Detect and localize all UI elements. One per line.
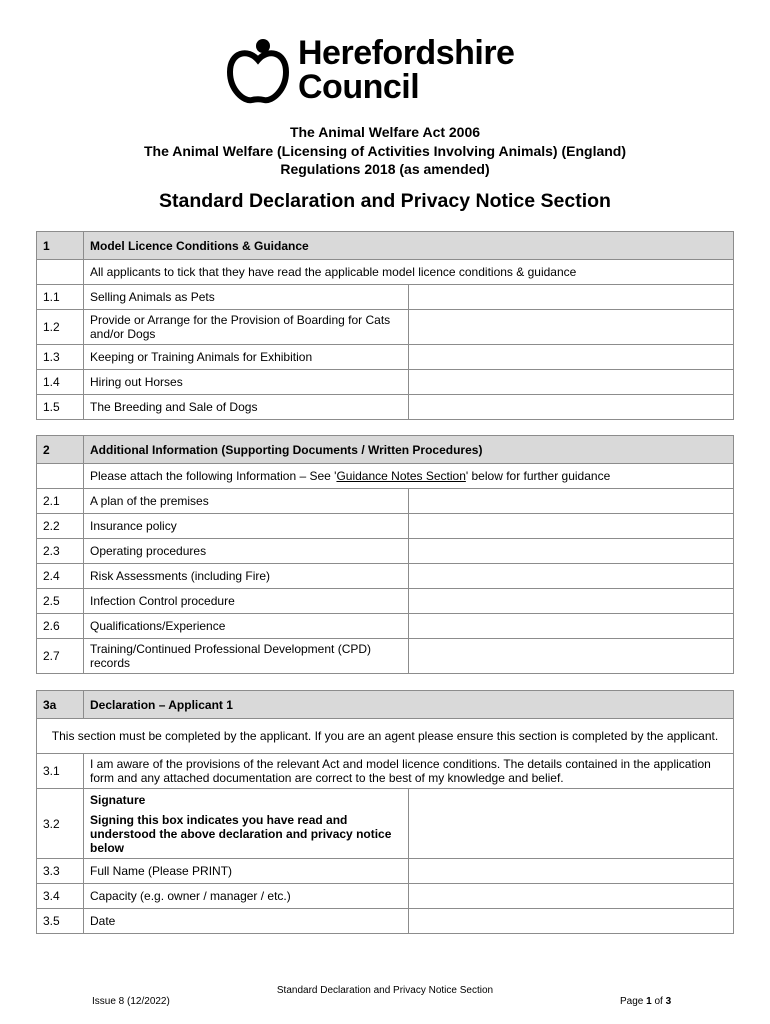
section-3a-table	[36, 690, 734, 934]
row-label: The Breeding and Sale of Dogs	[84, 395, 409, 420]
section-intro: Please attach the following Information – See 'Guidance Notes Section' below for further guidance	[84, 464, 734, 489]
signature-title: Signature	[90, 793, 146, 807]
footer-title: Standard Declaration and Privacy Notice Section	[276, 985, 494, 996]
tick-cell[interactable]	[409, 395, 734, 420]
table-row	[37, 310, 734, 345]
table-row	[37, 285, 734, 310]
section-intro: All applicants to tick that they have read the applicable model licence conditions & guidance	[84, 260, 734, 285]
date-field[interactable]	[409, 909, 734, 934]
row-number: 2.1	[37, 489, 84, 514]
footer-page: Page 1 of 3	[620, 996, 672, 1007]
section-heading: Declaration – Applicant 1	[84, 691, 734, 719]
row-label: Date	[84, 909, 409, 934]
tick-cell[interactable]	[409, 514, 734, 539]
row-number: 3.5	[37, 909, 84, 934]
tick-cell[interactable]	[409, 539, 734, 564]
row-label: Infection Control procedure	[84, 589, 409, 614]
row-label: Full Name (Please PRINT)	[84, 859, 409, 884]
row-number: 1.5	[37, 395, 84, 420]
signature-label	[84, 789, 409, 859]
intro-row	[37, 464, 734, 489]
act-title: The Animal Welfare Act 2006	[289, 124, 481, 140]
row-label: Qualifications/Experience	[84, 614, 409, 639]
row-number: 2.4	[37, 564, 84, 589]
row-number: 1.2	[37, 310, 84, 345]
section-2-table	[36, 435, 734, 674]
row-label: Hiring out Horses	[84, 370, 409, 395]
section-heading: Model Licence Conditions & Guidance	[84, 232, 734, 260]
row-label: Provide or Arrange for the Provision of Boarding for Cats and/or Dogs	[84, 310, 409, 345]
row-number: 2.2	[37, 514, 84, 539]
row-label: Training/Continued Professional Development (CPD) records	[84, 639, 409, 674]
row-label: Keeping or Training Animals for Exhibition	[84, 345, 409, 370]
row-number: 3.4	[37, 884, 84, 909]
table-row	[37, 514, 734, 539]
signature-note: Signing this box indicates you have read and understood the above declaration and privacy notice below	[90, 813, 392, 855]
section-header-row	[37, 436, 734, 464]
guidance-notes-link[interactable]: Guidance Notes Section	[336, 469, 466, 483]
signature-field[interactable]	[409, 789, 734, 859]
table-row	[37, 614, 734, 639]
table-row	[37, 370, 734, 395]
row-number: 2.3	[37, 539, 84, 564]
logo-line-2: Council	[298, 68, 420, 106]
tick-cell[interactable]	[409, 614, 734, 639]
table-row	[37, 564, 734, 589]
tick-cell[interactable]	[409, 285, 734, 310]
footer-issue: Issue 8 (12/2022)	[92, 996, 170, 1007]
row-number: 2.5	[37, 589, 84, 614]
table-row	[37, 859, 734, 884]
row-label: Risk Assessments (including Fire)	[84, 564, 409, 589]
tick-cell[interactable]	[409, 310, 734, 345]
tick-cell[interactable]	[409, 345, 734, 370]
apple-icon	[226, 38, 290, 106]
row-label: Operating procedures	[84, 539, 409, 564]
section-heading: Additional Information (Supporting Documents / Written Procedures)	[84, 436, 734, 464]
page-title: Standard Declaration and Privacy Notice Section	[159, 190, 611, 212]
section-number: 3a	[37, 691, 84, 719]
row-label: A plan of the premises	[84, 489, 409, 514]
row-number: 1.3	[37, 345, 84, 370]
regulations-line-1: The Animal Welfare (Licensing of Activities Involving Animals) (England)	[143, 143, 627, 159]
row-number: 1.1	[37, 285, 84, 310]
tick-cell[interactable]	[409, 370, 734, 395]
tick-cell[interactable]	[409, 639, 734, 674]
logo-line-1: Herefordshire	[298, 34, 515, 72]
tick-cell[interactable]	[409, 564, 734, 589]
table-row	[37, 639, 734, 674]
declaration-text: I am aware of the provisions of the relevant Act and model licence conditions. The details contained in the application form and any attached documentation are correct to the best of my knowledge and belief.	[84, 754, 734, 789]
row-label: Insurance policy	[84, 514, 409, 539]
section-header-row	[37, 691, 734, 719]
capacity-field[interactable]	[409, 884, 734, 909]
row-label: Capacity (e.g. owner / manager / etc.)	[84, 884, 409, 909]
table-row	[37, 345, 734, 370]
declaration-row	[37, 754, 734, 789]
tick-cell[interactable]	[409, 589, 734, 614]
full-name-field[interactable]	[409, 859, 734, 884]
table-row	[37, 884, 734, 909]
row-number: 1.4	[37, 370, 84, 395]
section-number: 1	[37, 232, 84, 260]
council-name	[298, 36, 514, 104]
row-number: 2.7	[37, 639, 84, 674]
table-row	[37, 589, 734, 614]
row-number: 3.2	[37, 789, 84, 859]
council-logo	[226, 34, 546, 108]
section-1-table	[36, 231, 734, 420]
intro-row	[37, 719, 734, 754]
signature-row	[37, 789, 734, 859]
section-header-row	[37, 232, 734, 260]
row-number: 3.3	[37, 859, 84, 884]
intro-row	[37, 260, 734, 285]
table-row	[37, 489, 734, 514]
table-row	[37, 539, 734, 564]
row-number: 3.1	[37, 754, 84, 789]
section-number: 2	[37, 436, 84, 464]
row-number: 2.6	[37, 614, 84, 639]
regulations-line-2: Regulations 2018 (as amended)	[280, 161, 490, 177]
table-row	[37, 395, 734, 420]
tick-cell[interactable]	[409, 489, 734, 514]
table-row	[37, 909, 734, 934]
row-label: Selling Animals as Pets	[84, 285, 409, 310]
section-intro: This section must be completed by the applicant. If you are an agent please ensure this section is completed by the applicant.	[37, 719, 734, 754]
